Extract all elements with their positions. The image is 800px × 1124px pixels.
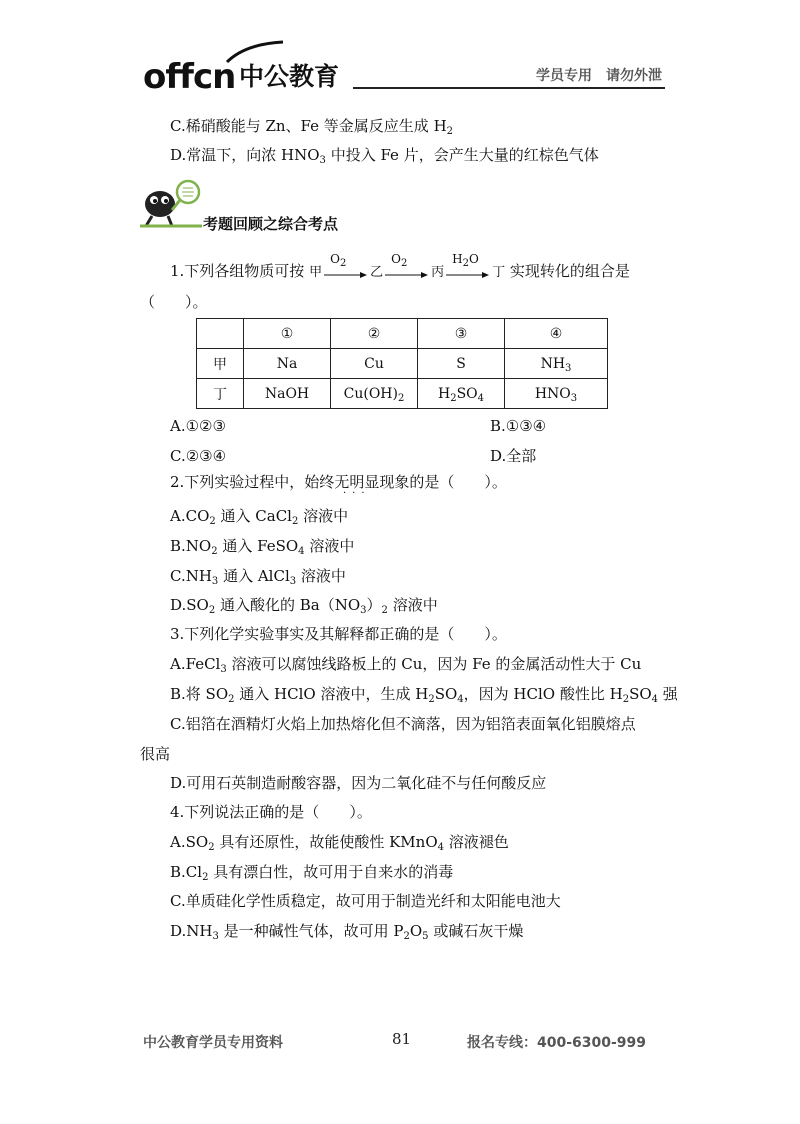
header-rule	[353, 87, 665, 89]
table-row-label: 甲	[197, 349, 244, 379]
q4-option-c: C.单质硅化学性质稳定，故可用于制造光纤和太阳能电池大	[170, 892, 561, 910]
q2-option-a: $A.CO_2$ 通入 CaCl$_2$ 溶液中	[170, 507, 349, 527]
q1-table	[196, 318, 608, 409]
table-cell: $H_2SO_4$	[418, 379, 505, 409]
header-tag-students: 学员专用	[536, 68, 592, 84]
prev-option-c: C.稀硝酸能与 Zn、Fe 等金属反应生成 $H_2$	[170, 117, 454, 137]
page-number: 81	[392, 1030, 412, 1048]
q3-option-b: B.将 $SO_2$ 通入 HClO 溶液中，生成 $H_2SO_4$，因为 HClO 酸性比 $H_2SO_4$ 强	[170, 685, 678, 705]
q2-option-b: $B.NO_2$ 通入 FeSO$_4$ 溶液中	[170, 537, 355, 557]
q1-option-d: D.全部	[490, 447, 537, 465]
mascot-magnifier-icon	[138, 178, 204, 230]
table-row-label: 丁	[197, 379, 244, 409]
table-row	[197, 319, 608, 349]
logo-chinese: 中公教育	[239, 62, 340, 91]
arrow-o2-2: $O_2$	[385, 265, 429, 279]
table-cell: $HNO_3$	[505, 379, 608, 409]
arrow-o2-1: $O_2$	[324, 265, 368, 279]
header-tags	[536, 65, 662, 85]
q1-option-b: B.①③④	[490, 417, 547, 435]
logo-latin: offcn	[143, 57, 236, 97]
table-cell	[197, 319, 244, 349]
table-header: ②	[331, 319, 418, 349]
arrow-h2o: $H_2O$	[446, 265, 490, 279]
table-header: ③	[418, 319, 505, 349]
q1-option-a: A.①②③	[170, 417, 226, 435]
q2-option-d: $D.SO_2$ 通入酸化的 $Ba(NO_3)_2$ 溶液中	[170, 596, 438, 616]
q3-option-a: A.FeCl$_3$ 溶液可以腐蚀线路板上的 Cu，因为 Fe 的金属活动性大于 Cu	[170, 655, 642, 675]
table-header: ④	[505, 319, 608, 349]
q3-option-c-cont: 很高	[140, 745, 171, 763]
table-cell: Cu	[331, 349, 418, 379]
table-cell: $NH_3$	[505, 349, 608, 379]
section-title: 考题回顾之综合考点	[203, 215, 339, 233]
q3-option-c: C.铝箔在酒精灯火焰上加热熔化但不滴落，因为铝箔表面氧化铝膜熔点	[170, 715, 636, 733]
q3-option-d: D.可用石英制造耐酸容器，因为二氧化硅不与任何酸反应	[170, 774, 547, 792]
q2-option-c: $C.NH_3$ 通入 AlCl$_3$ 溶液中	[170, 567, 346, 587]
footer-left: 中公教育学员专用资料	[143, 1035, 283, 1051]
q1-paren: （ ）。	[140, 293, 208, 311]
table-cell: $Cu(OH)_2$	[331, 379, 418, 409]
page-header	[143, 40, 665, 97]
table-header: ①	[244, 319, 331, 349]
q4-option-b: $B.Cl_2$ 具有漂白性，故可用于自来水的消毒	[170, 863, 454, 883]
q2-stem: 2.下列实验过程中，始终无明显现象的是（ ）。	[170, 473, 507, 491]
q4-option-a: $A.SO_2$ 具有还原性，故能使酸性 KMnO$_4$ 溶液褪色	[170, 833, 509, 853]
table-cell: Na	[244, 349, 331, 379]
q1-stem: 1.下列各组物质可按 甲 $O_2$ 乙 $O_2$ 丙 $H_2O$ 丁 实现转化的组合是	[170, 252, 630, 280]
q4-stem: 4.下列说法正确的是（ ）。	[170, 803, 372, 821]
q1-option-c: C.②③④	[170, 447, 227, 465]
table-cell: NaOH	[244, 379, 331, 409]
table-row	[197, 379, 608, 409]
q3-stem: 3.下列化学实验事实及其解释都正确的是（ ）。	[170, 625, 507, 643]
table-cell: S	[418, 349, 505, 379]
q4-option-d: $D.NH_3$ 是一种碱性气体，故可用 $P_2O_5$ 或碱石灰干燥	[170, 922, 524, 942]
prev-option-d: D.常温下，向浓 $HNO_3$ 中投入 Fe 片，会产生大量的红棕色气体	[170, 146, 599, 166]
footer-hotline: 报名专线：400-6300-999	[467, 1035, 647, 1051]
emphasis-dots: ···	[343, 488, 371, 499]
header-tag-confidential: 请勿外泄	[606, 68, 662, 84]
table-row	[197, 349, 608, 379]
